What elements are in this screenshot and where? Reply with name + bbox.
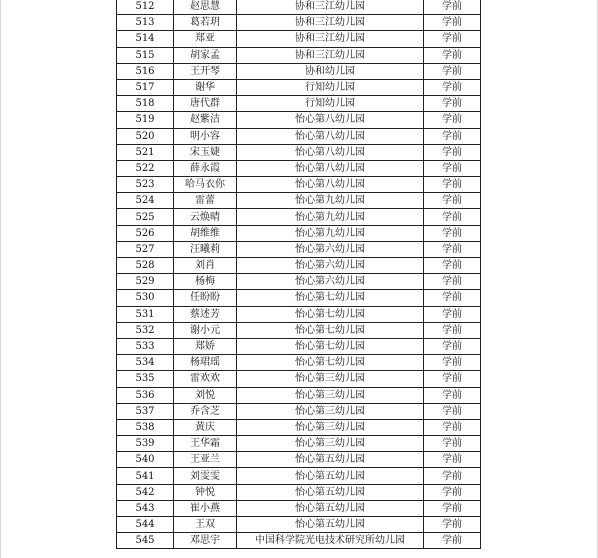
kindergarten-cell: 行知幼儿园 <box>237 96 424 112</box>
table-row <box>117 15 481 31</box>
name-cell: 刘雯雯 <box>174 468 237 484</box>
major-cell: 学前 <box>424 452 481 468</box>
table-row <box>117 306 481 322</box>
row-number-cell: 522 <box>117 160 174 176</box>
kindergarten-cell: 怡心第八幼儿园 <box>237 112 424 128</box>
row-number-cell: 535 <box>117 371 174 387</box>
name-cell: 黄庆 <box>174 419 237 435</box>
kindergarten-cell: 怡心第七幼儿园 <box>237 290 424 306</box>
table-row <box>117 452 481 468</box>
kindergarten-cell: 怡心第三幼儿园 <box>237 436 424 452</box>
name-cell: 钟悦 <box>174 484 237 500</box>
row-number-cell: 520 <box>117 128 174 144</box>
name-cell: 雷蕾 <box>174 193 237 209</box>
major-cell: 学前 <box>424 468 481 484</box>
row-number-cell: 514 <box>117 31 174 47</box>
major-cell: 学前 <box>424 500 481 516</box>
kindergarten-cell: 怡心第八幼儿园 <box>237 160 424 176</box>
table-row <box>117 63 481 79</box>
row-number-cell: 524 <box>117 193 174 209</box>
major-cell: 学前 <box>424 0 481 15</box>
major-cell: 学前 <box>424 306 481 322</box>
row-number-cell: 523 <box>117 177 174 193</box>
row-number-cell: 539 <box>117 436 174 452</box>
kindergarten-cell: 协和三江幼儿园 <box>237 47 424 63</box>
row-number-cell: 513 <box>117 15 174 31</box>
table-row <box>117 290 481 306</box>
row-number-cell: 516 <box>117 63 174 79</box>
table-row <box>117 533 481 549</box>
kindergarten-cell: 怡心第七幼儿园 <box>237 322 424 338</box>
row-number-cell: 536 <box>117 387 174 403</box>
table-row <box>117 468 481 484</box>
table-row <box>117 258 481 274</box>
major-cell: 学前 <box>424 47 481 63</box>
table-row <box>117 500 481 516</box>
major-cell: 学前 <box>424 15 481 31</box>
major-cell: 学前 <box>424 355 481 371</box>
row-number-cell: 512 <box>117 0 174 15</box>
name-cell: 郑亚 <box>174 31 237 47</box>
row-number-cell: 534 <box>117 355 174 371</box>
kindergarten-cell: 协和三江幼儿园 <box>237 15 424 31</box>
name-cell: 哈马衣你 <box>174 177 237 193</box>
row-number-cell: 542 <box>117 484 174 500</box>
major-cell: 学前 <box>424 533 481 549</box>
row-number-cell: 533 <box>117 338 174 354</box>
table-row <box>117 338 481 354</box>
major-cell: 学前 <box>424 290 481 306</box>
table-row <box>117 274 481 290</box>
table-row <box>117 225 481 241</box>
roster-table-body <box>117 0 481 549</box>
major-cell: 学前 <box>424 128 481 144</box>
row-number-cell: 521 <box>117 144 174 160</box>
row-number-cell: 528 <box>117 258 174 274</box>
name-cell: 葛若玥 <box>174 15 237 31</box>
kindergarten-cell: 怡心第五幼儿园 <box>237 500 424 516</box>
name-cell: 王开琴 <box>174 63 237 79</box>
major-cell: 学前 <box>424 241 481 257</box>
table-row <box>117 241 481 257</box>
row-number-cell: 532 <box>117 322 174 338</box>
row-number-cell: 537 <box>117 403 174 419</box>
name-cell: 刘肖 <box>174 258 237 274</box>
major-cell: 学前 <box>424 79 481 95</box>
row-number-cell: 515 <box>117 47 174 63</box>
major-cell: 学前 <box>424 258 481 274</box>
name-cell: 王华霜 <box>174 436 237 452</box>
row-number-cell: 527 <box>117 241 174 257</box>
row-number-cell: 543 <box>117 500 174 516</box>
row-number-cell: 541 <box>117 468 174 484</box>
kindergarten-cell: 怡心第五幼儿园 <box>237 484 424 500</box>
kindergarten-cell: 协和三江幼儿园 <box>237 31 424 47</box>
kindergarten-cell: 怡心第七幼儿园 <box>237 306 424 322</box>
name-cell: 宋玉婕 <box>174 144 237 160</box>
table-row <box>117 79 481 95</box>
name-cell: 赵紫洁 <box>174 112 237 128</box>
kindergarten-cell: 协和三江幼儿园 <box>237 0 424 15</box>
kindergarten-cell: 怡心第八幼儿园 <box>237 177 424 193</box>
major-cell: 学前 <box>424 403 481 419</box>
name-cell: 云焕晴 <box>174 209 237 225</box>
table-row <box>117 47 481 63</box>
name-cell: 蔡述芳 <box>174 306 237 322</box>
table-row <box>117 193 481 209</box>
kindergarten-cell: 怡心第八幼儿园 <box>237 128 424 144</box>
table-row <box>117 436 481 452</box>
name-cell: 郑娇 <box>174 338 237 354</box>
kindergarten-cell: 怡心第七幼儿园 <box>237 355 424 371</box>
table-row <box>117 355 481 371</box>
row-number-cell: 526 <box>117 225 174 241</box>
row-number-cell: 518 <box>117 96 174 112</box>
name-cell: 谢小元 <box>174 322 237 338</box>
major-cell: 学前 <box>424 209 481 225</box>
name-cell: 汪曦莉 <box>174 241 237 257</box>
row-number-cell: 540 <box>117 452 174 468</box>
table-row <box>117 112 481 128</box>
name-cell: 王双 <box>174 517 237 533</box>
table-row <box>117 128 481 144</box>
major-cell: 学前 <box>424 112 481 128</box>
table-row <box>117 484 481 500</box>
name-cell: 王亚兰 <box>174 452 237 468</box>
row-number-cell: 531 <box>117 306 174 322</box>
table-row <box>117 322 481 338</box>
major-cell: 学前 <box>424 371 481 387</box>
table-row <box>117 403 481 419</box>
row-number-cell: 517 <box>117 79 174 95</box>
major-cell: 学前 <box>424 63 481 79</box>
kindergarten-cell: 怡心第六幼儿园 <box>237 274 424 290</box>
name-cell: 乔含芝 <box>174 403 237 419</box>
major-cell: 学前 <box>424 96 481 112</box>
table-row <box>117 0 481 15</box>
name-cell: 胡家孟 <box>174 47 237 63</box>
name-cell: 薛永霞 <box>174 160 237 176</box>
kindergarten-cell: 怡心第六幼儿园 <box>237 258 424 274</box>
table-row <box>117 209 481 225</box>
major-cell: 学前 <box>424 387 481 403</box>
major-cell: 学前 <box>424 436 481 452</box>
major-cell: 学前 <box>424 338 481 354</box>
major-cell: 学前 <box>424 31 481 47</box>
kindergarten-cell: 怡心第三幼儿园 <box>237 403 424 419</box>
row-number-cell: 544 <box>117 517 174 533</box>
table-row <box>117 177 481 193</box>
row-number-cell: 519 <box>117 112 174 128</box>
kindergarten-cell: 协和幼儿园 <box>237 63 424 79</box>
table-row <box>117 419 481 435</box>
kindergarten-cell: 怡心第三幼儿园 <box>237 387 424 403</box>
kindergarten-cell: 行知幼儿园 <box>237 79 424 95</box>
major-cell: 学前 <box>424 193 481 209</box>
table-row <box>117 387 481 403</box>
kindergarten-cell: 怡心第九幼儿园 <box>237 193 424 209</box>
roster-table <box>116 0 481 549</box>
major-cell: 学前 <box>424 177 481 193</box>
name-cell: 雷欢欢 <box>174 371 237 387</box>
table-row <box>117 144 481 160</box>
major-cell: 学前 <box>424 419 481 435</box>
major-cell: 学前 <box>424 274 481 290</box>
kindergarten-cell: 怡心第七幼儿园 <box>237 338 424 354</box>
kindergarten-cell: 怡心第三幼儿园 <box>237 419 424 435</box>
major-cell: 学前 <box>424 517 481 533</box>
kindergarten-cell: 怡心第六幼儿园 <box>237 241 424 257</box>
kindergarten-cell: 怡心第五幼儿园 <box>237 468 424 484</box>
major-cell: 学前 <box>424 225 481 241</box>
kindergarten-cell: 怡心第九幼儿园 <box>237 209 424 225</box>
table-row <box>117 517 481 533</box>
name-cell: 杨珺瑶 <box>174 355 237 371</box>
table-row <box>117 371 481 387</box>
kindergarten-cell: 怡心第三幼儿园 <box>237 371 424 387</box>
kindergarten-cell: 怡心第五幼儿园 <box>237 517 424 533</box>
table-row <box>117 96 481 112</box>
row-number-cell: 529 <box>117 274 174 290</box>
major-cell: 学前 <box>424 484 481 500</box>
table-row <box>117 31 481 47</box>
major-cell: 学前 <box>424 160 481 176</box>
row-number-cell: 530 <box>117 290 174 306</box>
name-cell: 明小容 <box>174 128 237 144</box>
table-row <box>117 160 481 176</box>
major-cell: 学前 <box>424 144 481 160</box>
kindergarten-cell: 怡心第五幼儿园 <box>237 452 424 468</box>
row-number-cell: 538 <box>117 419 174 435</box>
name-cell: 谢华 <box>174 79 237 95</box>
name-cell: 杨梅 <box>174 274 237 290</box>
row-number-cell: 525 <box>117 209 174 225</box>
name-cell: 唐代群 <box>174 96 237 112</box>
name-cell: 任盼盼 <box>174 290 237 306</box>
name-cell: 邓思宇 <box>174 533 237 549</box>
name-cell: 胡维维 <box>174 225 237 241</box>
kindergarten-cell: 怡心第八幼儿园 <box>237 144 424 160</box>
major-cell: 学前 <box>424 322 481 338</box>
name-cell: 赵思慧 <box>174 0 237 15</box>
name-cell: 崔小燕 <box>174 500 237 516</box>
kindergarten-cell: 怡心第九幼儿园 <box>237 225 424 241</box>
name-cell: 刘悦 <box>174 387 237 403</box>
row-number-cell: 545 <box>117 533 174 549</box>
kindergarten-cell: 中国科学院光电技术研究所幼儿园 <box>237 533 424 549</box>
